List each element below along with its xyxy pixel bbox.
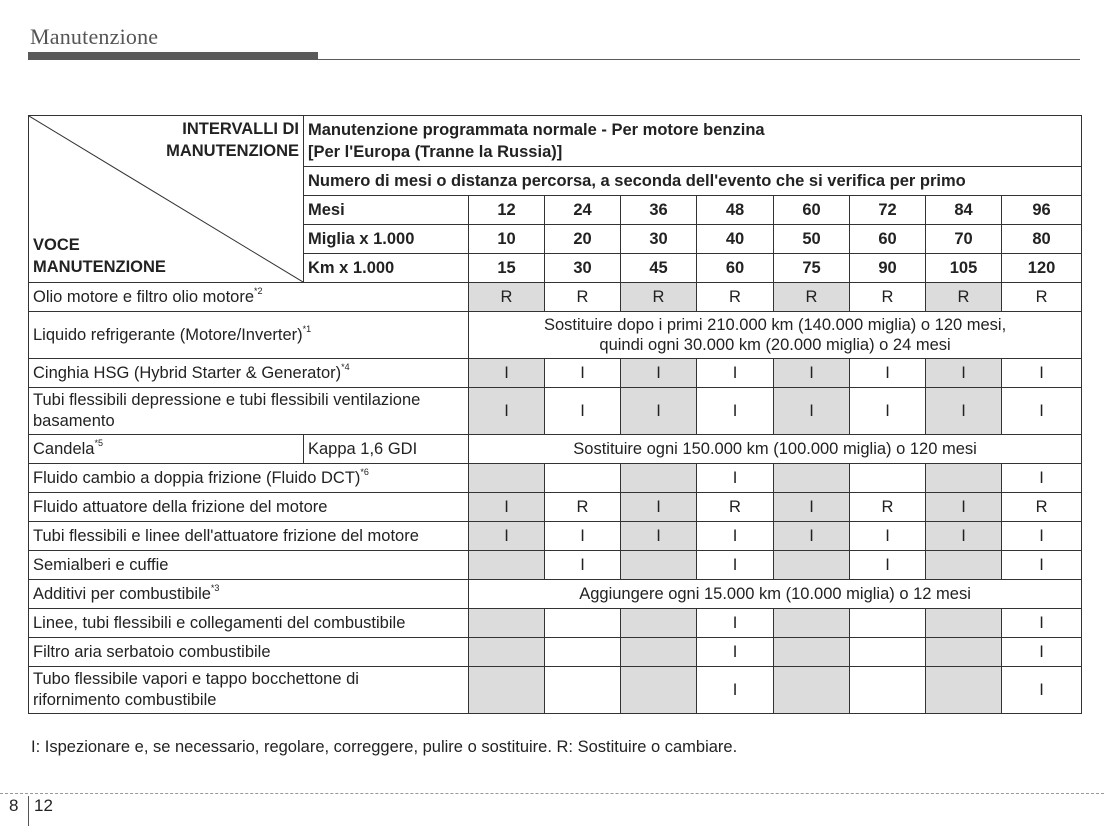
interval-cell	[774, 638, 850, 667]
corner-bottom-line2: MANUTENZIONE	[33, 258, 166, 276]
month-value: 24	[545, 196, 621, 225]
interval-cell: R	[926, 283, 1002, 312]
table-row	[29, 435, 1082, 464]
interval-cell: I	[1002, 464, 1082, 493]
page-number: 12	[34, 796, 53, 815]
item-label-text: Fluido cambio a doppia frizione (Fluido DCT)	[33, 468, 361, 487]
table-row	[29, 580, 1082, 609]
item-label-text: Candela	[33, 439, 95, 458]
mile-value: 20	[545, 225, 621, 254]
footer-dashed-rule	[0, 793, 1104, 794]
interval-cell	[545, 464, 621, 493]
interval-cell	[621, 464, 697, 493]
mile-value: 70	[926, 225, 1002, 254]
table-row	[29, 283, 1082, 312]
km-value: 30	[545, 254, 621, 283]
interval-cell: I	[1002, 522, 1082, 551]
month-value: 84	[926, 196, 1002, 225]
interval-cell: I	[1002, 551, 1082, 580]
interval-span: Sostituire ogni 150.000 km (100.000 miglia) o 120 mesi	[469, 435, 1082, 464]
interval-cell	[850, 667, 926, 714]
month-value: 96	[1002, 196, 1082, 225]
interval-cell: I	[850, 359, 926, 388]
item-label	[29, 312, 469, 359]
interval-cell	[926, 551, 1002, 580]
item-label-text: Liquido refrigerante (Motore/Inverter)	[33, 325, 303, 344]
km-value: 15	[469, 254, 545, 283]
interval-cell: R	[545, 493, 621, 522]
months-label: Mesi	[304, 196, 469, 225]
corner-top-line1: INTERVALLI DI	[182, 120, 299, 138]
interval-cell: I	[469, 388, 545, 435]
item-label-line2: rifornimento combustibile	[33, 691, 217, 709]
item-label-text: Linee, tubi flessibili e collegamenti del combustibile	[33, 613, 406, 632]
interval-cell: I	[697, 464, 774, 493]
table-row	[29, 312, 1082, 359]
interval-cell	[469, 551, 545, 580]
interval-cell: R	[1002, 493, 1082, 522]
table-title-line1: Manutenzione programmata normale - Per motore benzina	[308, 121, 765, 139]
footnote-marker: *1	[302, 323, 312, 334]
item-label	[29, 551, 469, 580]
interval-cell	[774, 667, 850, 714]
corner-top-line2: MANUTENZIONE	[166, 142, 299, 160]
corner-bottom-label	[33, 234, 166, 278]
interval-cell: I	[621, 493, 697, 522]
interval-cell: I	[545, 522, 621, 551]
interval-cell: I	[1002, 388, 1082, 435]
table-row	[29, 551, 1082, 580]
interval-cell: I	[621, 388, 697, 435]
interval-cell: I	[1002, 638, 1082, 667]
interval-cell: I	[1002, 359, 1082, 388]
table-row	[29, 522, 1082, 551]
interval-cell	[926, 609, 1002, 638]
interval-cell: I	[926, 522, 1002, 551]
interval-cell	[850, 638, 926, 667]
chapter-number: 8	[9, 796, 19, 815]
header-rule-thick	[28, 52, 318, 60]
interval-cell: I	[469, 493, 545, 522]
interval-cell: I	[697, 359, 774, 388]
interval-cell	[774, 609, 850, 638]
interval-cell: I	[1002, 609, 1082, 638]
item-label-line2: basamento	[33, 412, 115, 430]
item-label	[29, 464, 469, 493]
month-value: 36	[621, 196, 697, 225]
month-value: 12	[469, 196, 545, 225]
item-label-text: Cinghia HSG (Hybrid Starter & Generator)	[33, 363, 342, 382]
item-label-line1: Tubo flessibile vapori e tappo bocchettone di	[33, 670, 359, 688]
interval-cell: I	[469, 359, 545, 388]
engine-variant: Kappa 1,6 GDI	[304, 435, 469, 464]
item-label-text: Additivi per combustibile	[33, 584, 211, 603]
item-label	[29, 522, 469, 551]
table-title	[304, 116, 1082, 167]
footnote-marker: *4	[341, 361, 350, 372]
item-label	[29, 359, 469, 388]
interval-cell: I	[621, 522, 697, 551]
interval-cell: I	[697, 667, 774, 714]
interval-cell: I	[1002, 667, 1082, 714]
maintenance-schedule-table	[28, 115, 1082, 714]
interval-span-line1: Sostituire dopo i primi 210.000 km (140.000 miglia) o 120 mesi,	[543, 316, 1007, 334]
interval-cell: I	[545, 551, 621, 580]
header-rule-thin	[318, 59, 1080, 60]
interval-cell	[621, 638, 697, 667]
interval-cell: R	[545, 283, 621, 312]
interval-cell: R	[850, 493, 926, 522]
interval-cell	[469, 667, 545, 714]
mile-value: 30	[621, 225, 697, 254]
interval-cell: I	[774, 522, 850, 551]
item-label	[29, 388, 469, 435]
mile-value: 50	[774, 225, 850, 254]
km-value: 75	[774, 254, 850, 283]
mile-value: 40	[697, 225, 774, 254]
table-row	[29, 359, 1082, 388]
table-corner-cell	[29, 116, 304, 283]
item-label	[29, 493, 469, 522]
interval-cell	[621, 667, 697, 714]
interval-cell: I	[926, 359, 1002, 388]
interval-cell	[926, 667, 1002, 714]
interval-cell	[774, 464, 850, 493]
table-row	[29, 388, 1082, 435]
item-label	[29, 580, 469, 609]
interval-cell: R	[850, 283, 926, 312]
interval-cell	[774, 551, 850, 580]
interval-span-line2: quindi ogni 30.000 km (20.000 miglia) o 24 mesi	[599, 336, 951, 354]
item-label	[29, 435, 304, 464]
interval-cell: I	[850, 551, 926, 580]
item-label-text: Tubi flessibili e linee dell'attuatore frizione del motore	[33, 526, 419, 545]
item-label	[29, 609, 469, 638]
interval-cell	[469, 638, 545, 667]
footnote-marker: *6	[360, 466, 369, 477]
interval-span: Aggiungere ogni 15.000 km (10.000 miglia) o 12 mesi	[469, 580, 1082, 609]
km-value: 90	[850, 254, 926, 283]
interval-cell: I	[697, 638, 774, 667]
interval-cell: I	[774, 388, 850, 435]
interval-cell	[850, 464, 926, 493]
interval-cell: I	[774, 359, 850, 388]
interval-cell: I	[850, 388, 926, 435]
table-title-line2: [Per l'Europa (Tranne la Russia)]	[308, 143, 563, 161]
mile-value: 80	[1002, 225, 1082, 254]
interval-cell: I	[697, 522, 774, 551]
item-label-text: Olio motore e filtro olio motore	[33, 287, 255, 306]
interval-cell: I	[697, 388, 774, 435]
interval-cell: I	[850, 522, 926, 551]
item-label	[29, 667, 469, 714]
km-value: 60	[697, 254, 774, 283]
interval-cell: I	[697, 609, 774, 638]
interval-cell: I	[469, 522, 545, 551]
footer-divider	[28, 796, 29, 826]
interval-cell	[926, 638, 1002, 667]
km-label: Km x 1.000	[304, 254, 469, 283]
interval-cell	[545, 667, 621, 714]
item-label-text: Semialberi e cuffie	[33, 555, 169, 574]
section-title: Manutenzione	[30, 24, 159, 49]
interval-cell: I	[926, 388, 1002, 435]
interval-cell	[621, 609, 697, 638]
footnote-marker: *2	[254, 285, 263, 296]
table-row	[29, 667, 1082, 714]
month-value: 60	[774, 196, 850, 225]
interval-cell: R	[621, 283, 697, 312]
mile-value: 60	[850, 225, 926, 254]
interval-cell: R	[774, 283, 850, 312]
interval-cell: I	[697, 551, 774, 580]
interval-cell: I	[926, 493, 1002, 522]
footnote-marker: *5	[94, 437, 103, 448]
table-row	[29, 638, 1082, 667]
interval-cell: R	[697, 493, 774, 522]
table-row	[29, 609, 1082, 638]
interval-cell: R	[697, 283, 774, 312]
month-value: 48	[697, 196, 774, 225]
interval-cell	[469, 609, 545, 638]
corner-top-label	[166, 118, 299, 162]
item-label	[29, 638, 469, 667]
table-subtitle: Numero di mesi o distanza percorsa, a seconda dell'evento che si verifica per primo	[304, 167, 1082, 196]
legend: I: Ispezionare e, se necessario, regolare, correggere, pulire o sostituire. R: Sostituire o cambiare.	[31, 738, 738, 756]
interval-cell	[545, 609, 621, 638]
corner-bottom-line1: VOCE	[33, 236, 80, 254]
interval-cell	[850, 609, 926, 638]
km-value: 45	[621, 254, 697, 283]
interval-cell: R	[1002, 283, 1082, 312]
table-row	[29, 493, 1082, 522]
km-value: 105	[926, 254, 1002, 283]
interval-cell	[469, 464, 545, 493]
interval-cell: I	[621, 359, 697, 388]
interval-cell	[621, 551, 697, 580]
km-value: 120	[1002, 254, 1082, 283]
item-label-line1: Tubi flessibili depressione e tubi flessibili ventilazione	[33, 391, 421, 409]
month-value: 72	[850, 196, 926, 225]
mile-value: 10	[469, 225, 545, 254]
miles-label: Miglia x 1.000	[304, 225, 469, 254]
footnote-marker: *3	[210, 582, 220, 593]
item-label-text: Filtro aria serbatoio combustibile	[33, 642, 271, 661]
interval-cell	[545, 638, 621, 667]
interval-cell: I	[545, 388, 621, 435]
interval-cell: I	[774, 493, 850, 522]
item-label-text: Fluido attuatore della frizione del motore	[33, 497, 328, 516]
interval-cell	[926, 464, 1002, 493]
interval-span	[469, 312, 1082, 359]
table-row	[29, 464, 1082, 493]
interval-cell: I	[545, 359, 621, 388]
interval-cell: R	[469, 283, 545, 312]
item-label	[29, 283, 469, 312]
